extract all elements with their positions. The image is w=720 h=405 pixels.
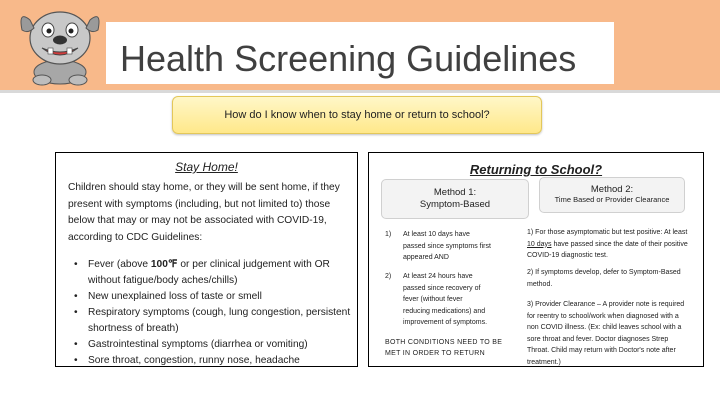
symptom-item: • Sore throat, congestion, runny nose, headache [88, 353, 358, 369]
method2-item-3: 3) Provider Clearance – A provider note is required for reentry to school/work when diagnosed with a non COVID illness. (Ex: child leaves school with a sore throat and fever. Doctor diagnoses Strep Throat. Child may return with Doctor's note after treatment.) [527, 301, 685, 366]
step-number: 1) [385, 231, 392, 238]
method1-title: Method 1: [433, 187, 477, 198]
question-text: How do I know when to stay home or return to school? [224, 109, 490, 121]
header-divider [0, 90, 720, 93]
bulldog-mascot-icon [12, 0, 108, 86]
symptom-item: • Gastrointestinal symptoms (diarrhea or vomiting) [88, 337, 358, 353]
fever-prefix: Fever (above [88, 259, 151, 270]
both-conditions-note: BOTH CONDITIONS NEED TO BE MET IN ORDER TO RETURN [385, 339, 503, 357]
symptom-item-fever [88, 257, 358, 289]
step-number: 2) [385, 273, 392, 280]
question-banner [172, 96, 542, 134]
returning-panel [368, 152, 704, 367]
stay-home-panel [55, 152, 358, 367]
symptom-item: • New unexplained loss of taste or smell [88, 289, 358, 305]
stay-home-heading: Stay Home! [175, 160, 238, 174]
fever-temperature: 100℉ [150, 259, 178, 270]
method2-header [539, 177, 685, 213]
step-text: At least 24 hours have passed since recovery of fever (without fever reducing medications) and improvement of symptoms. [403, 273, 488, 326]
method2-item-1-text-end: have passed since the date of their positive COVID-19 diagnostic test. [527, 240, 688, 259]
method2-subtitle: Time Based or Provider Clearance [554, 195, 670, 204]
method2-title: Method 2: [590, 184, 634, 195]
step-text: At least 10 days have passed since symptoms first appeared AND [403, 231, 491, 261]
method2-item-2: 2) If symptoms develop, defer to Symptom-Based method. [527, 269, 681, 288]
stay-home-intro: Children should stay home, or they will be sent home, if they present with symptoms (including, but not limited to) those below that may or may not be associated with COVID-19, according to CDC Guidelines: [68, 182, 340, 243]
method2-item-1-text: 1) For those asymptomatic but test positive: At least [527, 229, 688, 236]
page-title: Health Screening Guidelines [120, 38, 577, 79]
ten-days-underlined: 10 days [527, 240, 552, 248]
returning-heading: Returning to School? [469, 162, 603, 177]
method1-subtitle: Symptom-Based [419, 199, 491, 210]
symptom-list [74, 257, 358, 369]
method2-item-1 [527, 227, 689, 262]
method1-header [381, 179, 529, 219]
fever-suffix: or per clinical judgement with OR without fatigue/body aches/chills) [88, 259, 330, 286]
title-box [106, 22, 614, 84]
symptom-item: • Respiratory symptoms (cough, lung congestion, persistent shortness of breath) [88, 305, 358, 337]
